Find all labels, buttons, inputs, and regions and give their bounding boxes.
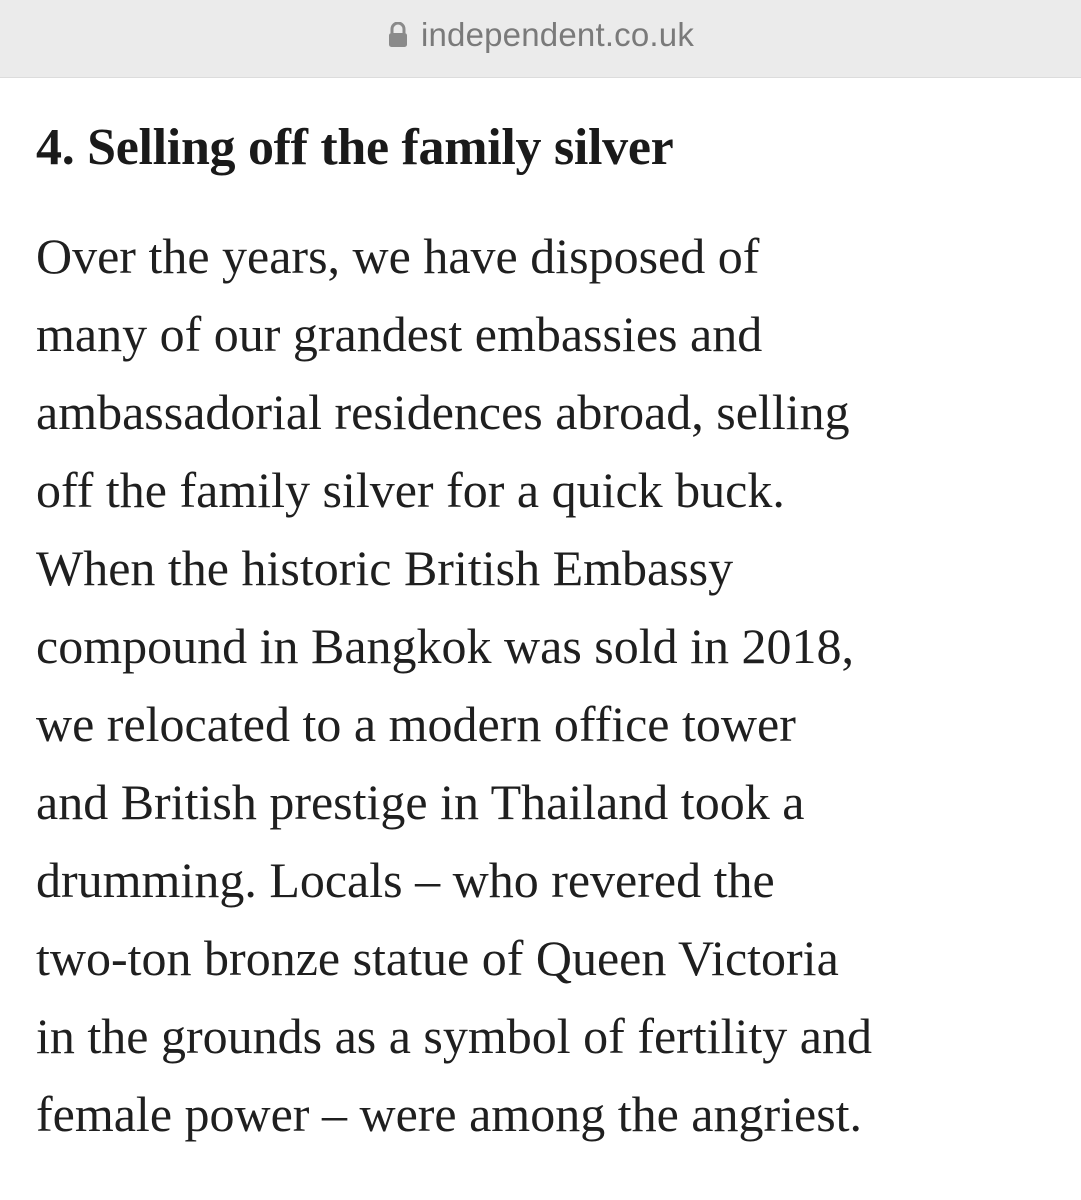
url-text[interactable]: independent.co.uk bbox=[420, 15, 695, 53]
paragraph-line: compound in Bangkok was sold in 2018, bbox=[36, 618, 855, 674]
paragraph-line: two-ton bronze statue of Queen Victoria bbox=[36, 930, 839, 986]
paragraph-line: we relocated to a modern office tower bbox=[36, 696, 796, 752]
paragraph-line: ambassadorial residences abroad, selling bbox=[36, 384, 850, 440]
paragraph-line: When the historic British Embassy bbox=[36, 540, 734, 596]
paragraph-line: female power – were among the angriest. bbox=[36, 1086, 863, 1142]
paragraph-line: many of our grandest embassies and bbox=[36, 306, 763, 362]
article-paragraph bbox=[36, 217, 1066, 1153]
paragraph-line: drumming. Locals – who revered the bbox=[36, 852, 775, 908]
paragraph-line: and British prestige in Thailand took a bbox=[36, 774, 805, 830]
section-heading: 4. Selling off the family silver bbox=[36, 119, 674, 176]
lock-icon bbox=[387, 22, 409, 48]
article-body bbox=[36, 78, 1066, 1153]
paragraph-line: Over the years, we have disposed of bbox=[36, 228, 760, 284]
address-bar-content[interactable] bbox=[387, 16, 694, 54]
paragraph-line: off the family silver for a quick buck. bbox=[36, 462, 785, 518]
address-bar[interactable] bbox=[0, 0, 1081, 78]
paragraph-line: in the grounds as a symbol of fertility and bbox=[36, 1008, 872, 1064]
